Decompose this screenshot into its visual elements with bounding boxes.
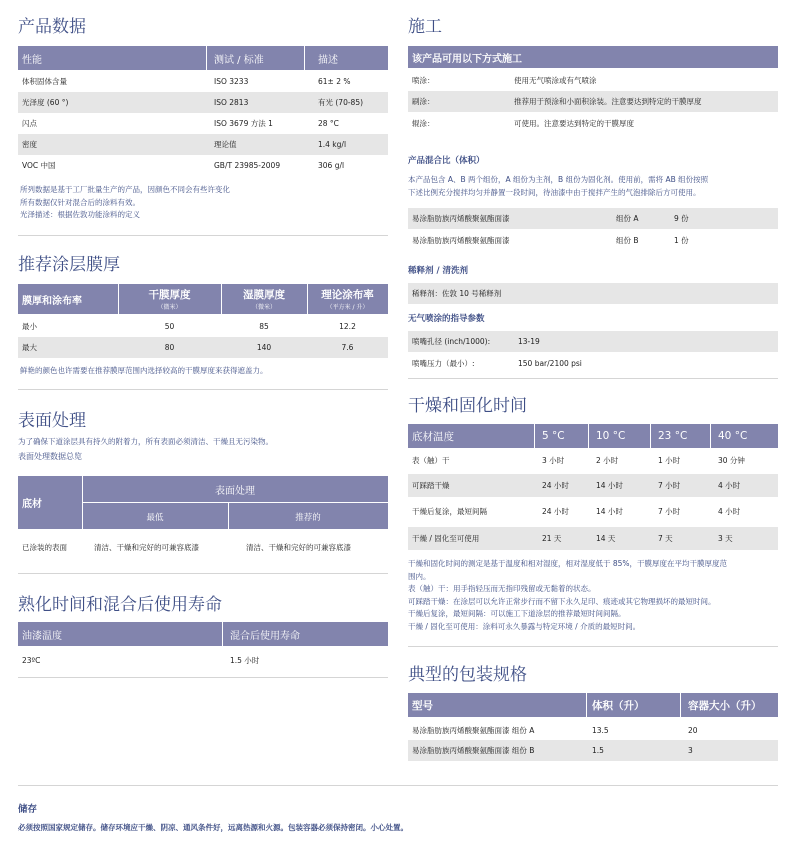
table-row: 喷嘴孔径 (inch/1000): 13-19 [408,331,778,352]
table-row: 23ºC 1.5 小时 [22,656,260,665]
table-row: 光泽度 (60 °) ISO 2813 有光 (70-85) [18,92,388,113]
storage-text: 必须按照国家规定储存。储存环境应干燥、阴凉、通风条件好，远离热源和火源。包装容器必须保持密闭。小心处置。 [18,823,408,832]
divider [408,378,778,379]
thinner-title: 稀释剂 / 清洗剂 [408,266,469,276]
table-row: VOC 中国 GB/T 23985-2009 306 g/l [22,161,345,170]
table-row: 刷涂： 推荐用于预涂和小面积涂装。注意要达到特定的干膜厚度 [408,91,778,112]
divider [18,785,778,786]
surface-subtitle: 表面处理数据总览 [18,452,82,461]
divider [18,677,388,678]
packaging-title: 典型的包装规格 [408,665,527,685]
pot-life-title: 熟化时间和混合后使用寿命 [18,595,222,615]
drying-title: 干燥和固化时间 [408,396,527,416]
col-header-description: 描述 [318,54,338,66]
film-col-1: 膜厚和涂布率 [22,295,82,307]
divider [18,235,388,236]
product-data-notes: 所列数据是基于工厂批量生产的产品，因颜色不同会有些许变化 所有数据仅针对混合后的涂料有效。 光泽描述：根据佐敦功能涂料的定义 [20,185,230,219]
drying-notes: 干燥和固化时间的测定是基于温度和相对湿度，相对湿度低于 85%，干膜厚度在平均干膜厚度范 围内。 表（触）干：用手指轻压而无指印残留或无黏着的状态。 可踩踏干燥：在涂层可以允许正常步行而不留下永久足印、痕迹或其它物理损坏的最短时间。 干燥后复涂，最短间隔：可以施工下道涂层的推荐最短时间间隔。 干燥 / 固化至可使用：涂料可永久暴露与特定环境 / 介质的最短时间。 [408,559,728,631]
table-row: 辊涂： 可使用。注意要达到特定的干膜厚度 [412,119,634,128]
col-header-test: 测试 / 标准 [214,54,264,66]
table-row: 易涂脂肪族丙烯酸聚氨酯面漆 组份 B 1.5 3 [408,740,778,761]
table-row: 干燥 / 固化至可使用 21 天 14 天 7 天 3 天 [408,527,778,550]
application-title: 施工 [408,17,442,37]
product-data-title: 产品数据 [18,17,86,37]
table-row: 体积固体含量 ISO 3233 61± 2 % [22,77,351,86]
mix-ratio-text: 本产品包含 A、B 两个组份，A 组份为主剂，B 组份为固化剂。使用前，需将 AB 组份按照 下述比例充分搅拌均匀并静置一段时间，待油漆中由于搅拌产生的气泡排除后方可使用。 [408,175,709,197]
table-row: 可踩踏干燥 24 小时 14 小时 7 小时 4 小时 [408,474,778,497]
table-row: 最大 80 140 7.6 [18,337,388,358]
product-data-header [18,46,388,70]
surface-intro: 为了确保下道涂层具有持久的附着力，所有表面必须清洁、干燥且无污染物。 [18,437,273,446]
table-row: 密度 理论值 1.4 kg/l [18,134,388,155]
application-header: 该产品可用以下方式施工 [408,46,778,68]
film-thickness-title: 推荐涂层膜厚 [18,255,120,275]
surface-prep-title: 表面处理 [18,411,86,431]
table-row: 最小 50 85 12.2 [22,322,356,331]
film-header: 膜厚和涂布率 干膜厚度 （微米） 湿膜厚度 （微米） 理论涂布率 （平方米 / 升） [18,284,388,314]
storage-title: 储存 [18,804,38,815]
mix-ratio-title: 产品混合比（体积） [408,156,485,166]
drying-header: 底材温度 5 °C 10 °C 23 °C 40 °C [408,424,778,448]
table-row: 闪点 ISO 3679 方法 1 28 °C [22,119,339,128]
divider [18,573,388,574]
film-note: 鲜艳的颜色也许需要在推荐膜厚范围内选择较高的干膜厚度来获得遮盖力。 [20,366,268,375]
table-row: 稀释剂：佐敦 10 号稀释剂 [408,283,778,304]
pot-life-header: 油漆温度 混合后使用寿命 [18,622,388,646]
packaging-header: 型号 体积（升） 容器大小（升） [408,693,778,717]
airless-spray-title: 无气喷涂的指导参数 [408,314,485,324]
table-row: 干燥后复涂，最短间隔 24 小时 14 小时 7 小时 4 小时 [412,507,741,516]
surface-header: 底材 表面处理 最低 推荐的 [18,476,388,529]
table-row: 已涂装的表面 清洁、干燥和完好的可兼容底漆 清洁、干燥和完好的可兼容底漆 [22,542,351,552]
table-row: 喷嘴压力（最小）: 150 bar/2100 psi [412,359,582,368]
table-row: 喷涂： 使用无气喷涂或有气喷涂 [412,76,597,85]
divider [408,646,778,647]
table-row: 易涂脂肪族丙烯酸聚氨酯面漆 组份 B 1 份 [412,236,689,245]
table-row: 易涂脂肪族丙烯酸聚氨酯面漆 组份 A 9 份 [408,208,778,229]
col-header-property: 性能 [22,54,42,66]
table-row: 易涂脂肪族丙烯酸聚氨酯面漆 组份 A 13.5 20 [412,726,698,735]
table-row: 表（触）干 3 小时 2 小时 1 小时 30 分钟 [412,456,745,465]
divider [18,389,388,390]
